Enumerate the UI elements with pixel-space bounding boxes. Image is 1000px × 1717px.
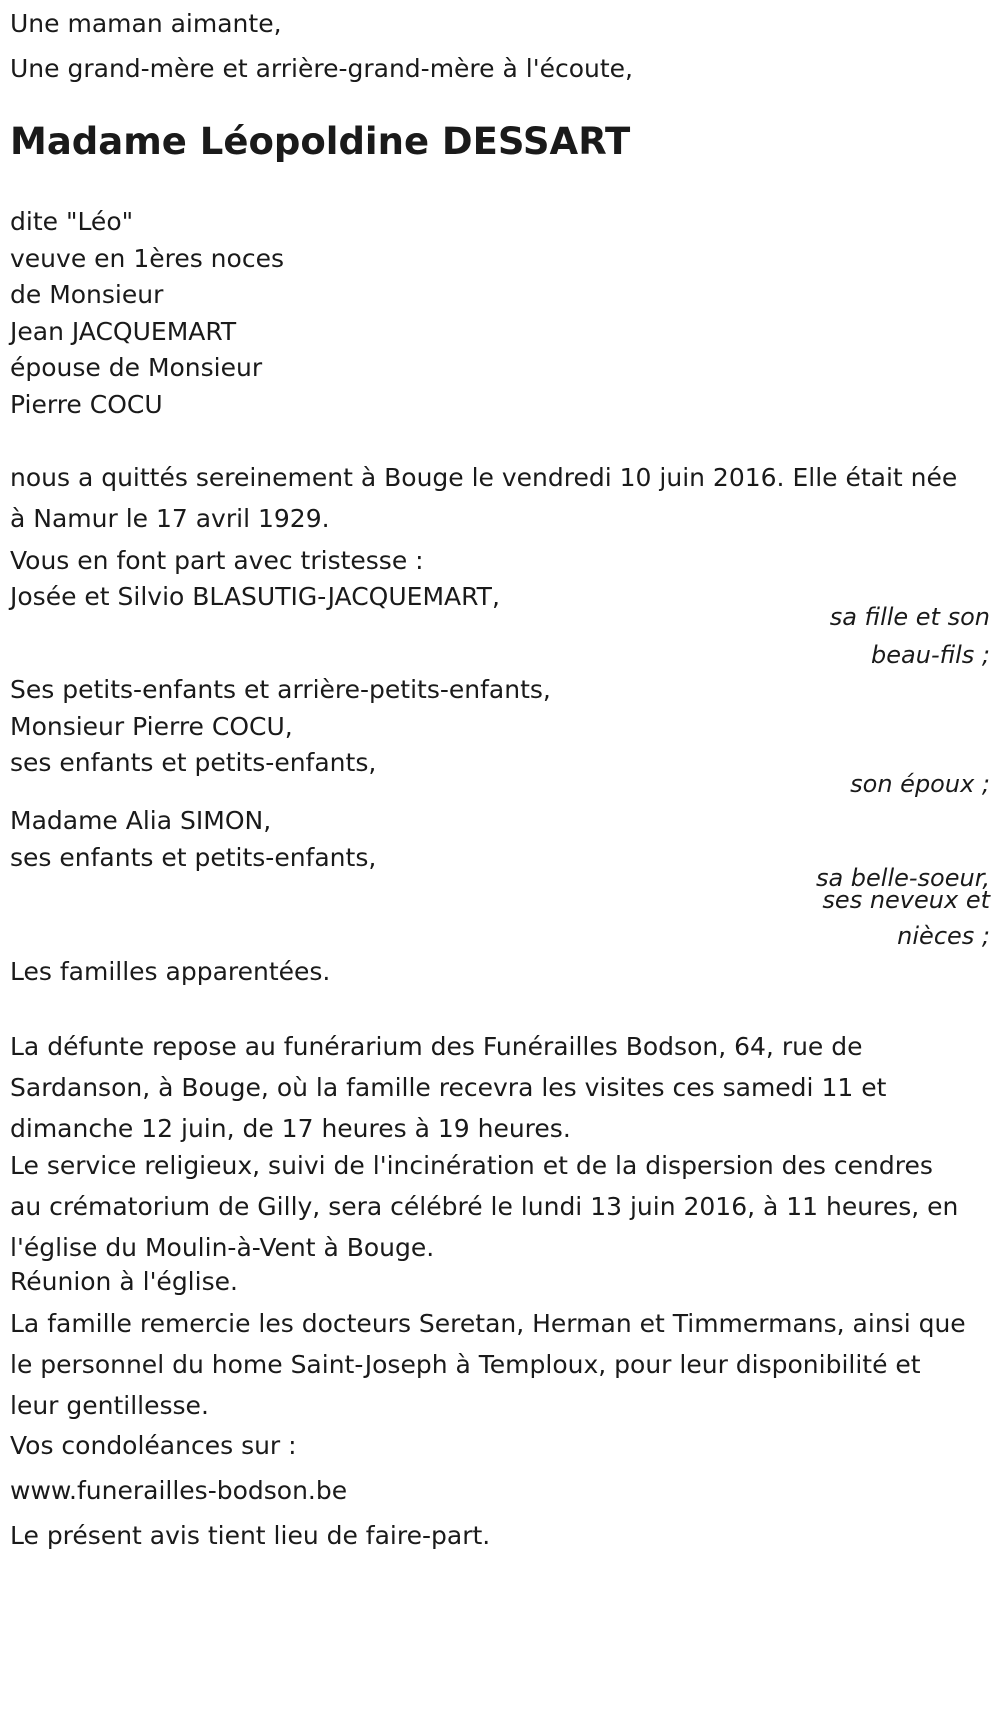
condolences-label: Vos condoléances sur : — [10, 1431, 297, 1460]
identity-line: veuve en 1ères noces — [10, 244, 284, 273]
visitation-paragraph: La défunte repose au funérarium des Funérailles Bodson, 64, rue de Sardanson, à Bouge, où la famille recevra les visites ces samedi 11 et dimanche 12 juin, de 17 heures à 19 heures. — [10, 1032, 887, 1143]
website-link[interactable]: www.funerailles-bodson.be — [10, 1476, 348, 1505]
identity-line: de Monsieur — [10, 280, 164, 309]
role-daughter-2: beau-fils ; — [871, 641, 990, 669]
meeting-line: Réunion à l'église. — [10, 1267, 238, 1296]
service-paragraph: Le service religieux, suivi de l'incinération et de la dispersion des cendres au crématorium de Gilly, sera célébré le lundi 13 juin 2016, à 11 heures, en l'église du Moulin-à-Vent à Bouge. — [10, 1151, 959, 1262]
family-sister-in-law-children: ses enfants et petits-enfants, — [10, 843, 377, 872]
family-husband: Monsieur Pierre COCU, — [10, 712, 293, 741]
family-husband-children: ses enfants et petits-enfants, — [10, 748, 377, 777]
role-daughter-1: sa fille et son — [829, 603, 990, 631]
intro-line-1: Une maman aimante, — [10, 9, 282, 38]
role-sister-in-law-2: ses neveux et — [822, 886, 990, 914]
family-related: Les familles apparentées. — [10, 957, 331, 986]
identity-line: dite "Léo" — [10, 207, 134, 236]
role-husband: son époux ; — [850, 770, 990, 798]
role-sister-in-law-3: nièces ; — [897, 922, 990, 950]
role-sister-in-law-1: sa belle-soeur, — [815, 864, 990, 892]
announcement-intro: Vous en font part avec tristesse : — [10, 546, 424, 575]
family-daughter: Josée et Silvio BLASUTIG-JACQUEMART, — [10, 582, 500, 611]
deceased-name: Madame Léopoldine DESSART — [10, 120, 631, 163]
family-grandchildren: Ses petits-enfants et arrière-petits-enfants, — [10, 675, 551, 704]
identity-line: épouse de Monsieur — [10, 353, 263, 382]
death-notice: nous a quittés sereinement à Bouge le vendredi 10 juin 2016. Elle était née à Namur le 17 avril 1929. — [10, 463, 958, 533]
intro-line-2: Une grand-mère et arrière-grand-mère à l'écoute, — [10, 54, 633, 83]
identity-line: Pierre COCU — [10, 390, 163, 419]
closing-line: Le présent avis tient lieu de faire-part. — [10, 1521, 491, 1550]
family-sister-in-law: Madame Alia SIMON, — [10, 806, 272, 835]
thanks-paragraph: La famille remercie les docteurs Seretan, Herman et Timmermans, ainsi que le personnel du home Saint-Joseph à Temploux, pour leur disponibilité et leur gentillesse. — [10, 1309, 966, 1420]
identity-line: Jean JACQUEMART — [10, 317, 237, 346]
